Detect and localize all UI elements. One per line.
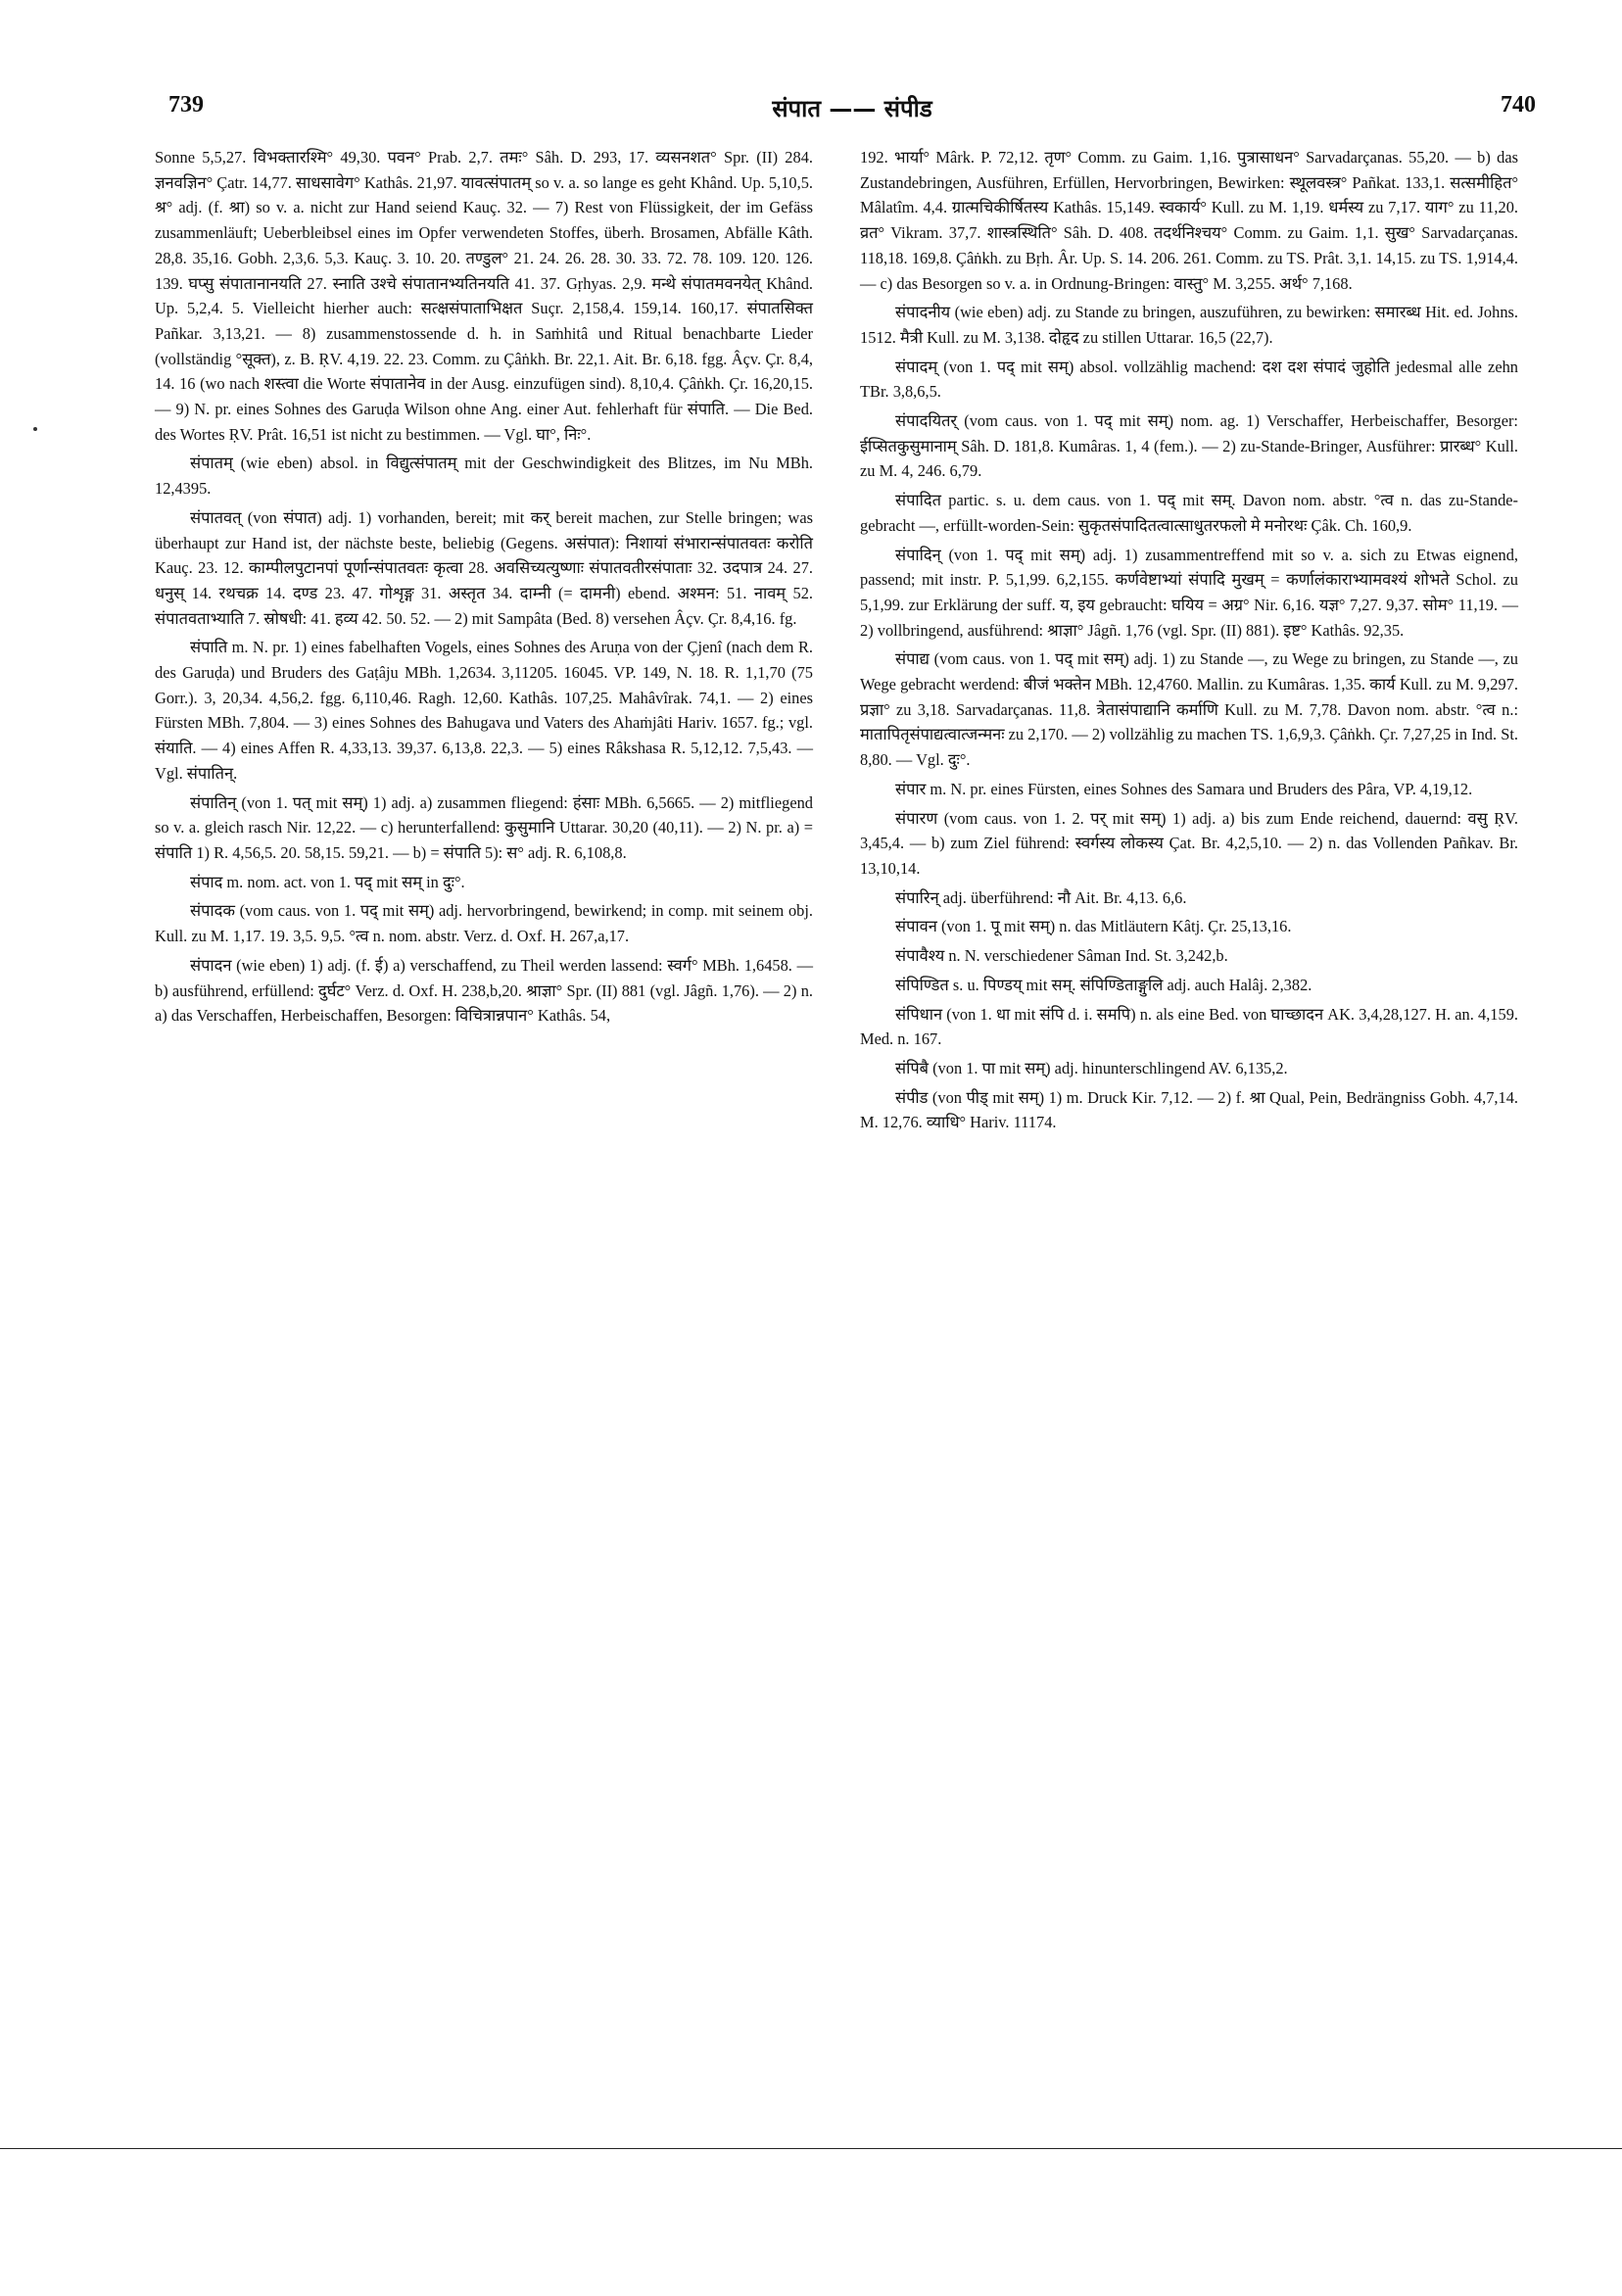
dictionary-entry: संपादनीय (wie eben) adj. zu Stande zu bringen, auszuführen, zu bewirken: समारब्ध Hit. ed. Johns. 1512. मैत्री Kull. zu M. 3,138. दोहृद zu stillen Uttarar. 16,5 (22,7). xyxy=(860,303,1518,347)
dictionary-entry: संपादित partic. s. u. dem caus. von 1. पद् mit सम्. Davon nom. abstr. °त्व n. das zu-Stande-gebracht —, erfüllt-worden-Sein: सुकृतसंपादितत्वात्साधुतरफलो मे मनोरथः Çâk. Ch. 160,9. xyxy=(860,491,1518,535)
dictionary-entry: संपारण (vom caus. von 1. 2. पर् mit सम्) 1) adj. a) bis zum Ende reichend, dauernd: वसु ṚV. 3,45,4. — b) zum Ziel führend: स्वर्गस्य लोकस्य Çat. Br. 4,2,5,10. — 2) n. das Vollenden Pañkav. Br. 13,10,14. xyxy=(860,808,1518,878)
dictionary-entry: 192. भार्या° Mârk. P. 72,12. तृण° Comm. zu Gaim. 1,16. पुत्रासाधन° Sarvadarçanas. 55,20. — b) das Zustandebringen, Ausführen, Erfüllen, Hervorbringen, Bewirken: स्थूलवस्त्र° Pañkat. 133,1. सत्समीहित° Mâlatîm. 4,4. ग्रात्मचिकीर्षितस्य Kathâs. 15,149. स्वकार्य° Kull. zu M. 1,19. धर्मस्य zu 7,17. याग° zu 11,20. व्रत° Vikram. 37,7. शास्त्रस्थिति° Sâh. D. 408. तदर्थनिश्चय° Comm. zu Gaim. 1,1. सुख° Sarvadarçanas. 118,18. 169,8. Çâṅkh. zu Bṛh. Âr. Up. S. 14. 206. 261. Comm. zu TS. Prât. 3,1. 14,15. zu TS. 1,914,4. — c) das Besorgen so v. a. in Ordnung-Bringen: वास्तु° M. 3,255. अर्थ° 7,168. xyxy=(860,148,1518,293)
dictionary-entry: संपाद m. nom. act. von 1. पद् mit सम् in दुः°. xyxy=(190,872,465,891)
dictionary-entry: संपावैश्य n. N. verschiedener Sâman Ind. St. 3,242,b. xyxy=(895,946,1228,966)
dictionary-entry: संपावन (von 1. पू mit सम्) n. das Mitläutern Kâtj. Çr. 25,13,16. xyxy=(895,917,1292,936)
dictionary-entry: संपीड (von पीड् mit सम्) 1) m. Druck Kir. 7,12. — 2) f. श्रा Qual, Pein, Bedrängniss Gobh. 4,7,14. M. 12,76. व्याधि° Hariv. 11174. xyxy=(860,1087,1518,1132)
dictionary-entry: संपिबै (von 1. पा mit सम्) adj. hinunterschlingend AV. 6,135,2. xyxy=(895,1058,1288,1077)
dictionary-entry: संपातम् (wie eben) absol. in विद्युत्संपातम् mit der Geschwindigkeit des Blitzes, im Nu MBh. 12,4395. xyxy=(155,454,813,499)
dictionary-entry: संपिण्डित s. u. पिण्डय् mit सम्. संपिण्डिताङ्गुलि adj. auch Halâj. 2,382. xyxy=(895,975,1312,994)
running-head: संपात —— संपीड xyxy=(772,95,932,122)
dictionary-entry: संपिधान (von 1. धा mit संपि d. i. समपि) n. als eine Bed. von घाच्छादन AK. 3,4,28,127. H. an. 4,159. Med. n. 167. xyxy=(860,1004,1518,1049)
dictionary-entry: संपादम् (von 1. पद् mit सम्) absol. vollzählig machend: दश दश संपादं जुहोति jedesmal alle zehn TBr. 3,8,6,5. xyxy=(860,357,1518,402)
page-header xyxy=(168,92,1536,131)
right-page-number: 740 xyxy=(1501,92,1536,118)
dictionary-entry: संपादन (wie eben) 1) adj. (f. ई) a) verschaffend, zu Theil werden lassend: स्वर्ग° MBh. 1,6458. — b) ausführend, erfüllend: दुर्घट° Verz. d. Oxf. H. 238,b,20. श्राज्ञा° Spr. (II) 881 (vgl. Jâgñ. 1,76). — 2) n. a) das Verschaffen, Herbeischaffen, Besorgen: विचित्रान्नपान° Kathâs. 54, xyxy=(155,955,813,1026)
dictionary-entry: संपातवत् (von संपात) adj. 1) vorhanden, bereit; mit कर् bereit machen, zur Stelle bringen; was überhaupt zur Hand ist, der nächste beste, beliebig (Gegens. असंपात): निशायां संभारान्संपातवतः करोति Kauç. 23. 12. काम्पीलपुटानपां पूर्णान्संपातवतः कृत्वा 28. अवसिच्यत्युष्णाः संपातवतीरसंपाताः 32. उदपात्र 24. 27. धनुस् 14. रथचक्र 14. दण्ड 23. 47. गोशृङ्ग 31. अस्तृत 34. दाम्नी (= दामनी) ebend. अश्मन: 51. नावम् 52. संपातवताभ्याति 7. स्रोषधी: 41. हव्य 42. 50. 52. — 2) mit Sampâta (Bed. 8) versehen Âçv. Çr. 8,4,16. fg. xyxy=(155,507,813,628)
right-column xyxy=(860,145,1518,1139)
dictionary-entry: संपाति m. N. pr. 1) eines fabelhaften Vogels, eines Sohnes des Aruṇa von der Çjenî (nach dem R. des Garuḍa) und Bruders des Gaṭâju MBh. 1,2634. 3,11205. 16045. VP. 149, N. 18. R. 1,1,70 (75 Gorr.). 3, 20,34. 4,56,2. fgg. 6,110,46. Ragh. 12,60. Kathâs. 107,25. Mahâvîrak. 74,1. — 2) eines Fürsten MBh. 7,804. — 3) eines Sohnes des Bahugava und Vaters des Ahaṁjâti Hariv. 1657. fg.; vgl. संयाति. — 4) eines Affen R. 4,33,13. 39,37. 6,13,8. 22,3. — 5) eines Râkshasa R. 5,12,12. 7,5,43. — Vgl. संपातिन्. xyxy=(155,638,813,783)
dictionary-entry: संपातिन् (von 1. पत् mit सम्) 1) adj. a) zusammen fliegend: हंसाः MBh. 6,5665. — 2) mitfliegend so v. a. gleich rasch Nir. 12,22. — c) herunterfallend: कुसुमानि Uttarar. 30,20 (40,11). — 2) N. pr. a) = संपाति 1) R. 4,56,5. 20. 58,15. 59,21. — b) = संपाति 5): स° adj. R. 6,108,8. xyxy=(155,792,813,862)
left-page-number: 739 xyxy=(168,92,204,118)
dictionary-entry: Sonne 5,5,27. विभक्तारश्मि° 49,30. पवन° Prab. 2,7. तमः° Sâh. D. 293, 17. व्यसनशत° Spr. (II) 284. ज्ञनवज्ञिन° Çatr. 14,77. साधसावेग° Kathâs. 21,97. यावत्संपातम् so v. a. so lange es geht Khând. Up. 5,10,5. श्र° adj. (f. श्रा) so v. a. nicht zur Hand seiend Kauç. 32. — 7) Rest von Flüssigkeit, der im Gefäss zusammenläuft; Ueberbleibsel eines im Opfer verwendeten Stoffes, überh. Brosamen, Abfälle Kâth. 28,8. 35,16. Gobh. 2,3,6. 5,3. Kauç. 3. 10. 20. तण्डुल° 21. 24. 26. 28. 30. 33. 72. 78. 109. 120. 126. 139. घप्सु संपातानानयति 27. स्नाति उश्चे संपातानभ्यतिनयति 41. 37. Gṛhyas. 2,9. मन्थे संपातमवनयेत् Khând. Up. 5,2,4. 5. Vielleicht hierher auch: सत्क्षसंपाताभिक्षत Suçr. 2,158,4. 159,14. 160,17. संपातसिक्त Pañkar. 3,13,21. — 8) zusammenstossende d. h. in Saṁhitâ und Ritual benachbarte Lieder (vollständig °सूक्त), z. B. ṚV. 4,19. 22. 23. Comm. zu Çâṅkh. Br. 22,1. Ait. Br. 6,18. fgg. Âçv. Çr. 8,4, 14. 16 (wo nach शस्त्वा die Worte संपातानेव in der Ausg. einzufügen sind). 8,10,4. Çâṅkh. Çr. 16,20,15. — 9) N. pr. eines Sohnes des Garuḍa Wilson ohne Ang. einer Aut. fehlerhaft für संपाति. — Die Bed. des Wortes ṚV. Prât. 16,51 ist nicht zu bestimmen. — Vgl. घा°, निः°. xyxy=(155,148,813,444)
dictionary-entry: संपाद्य (vom caus. von 1. पद् mit सम्) adj. 1) zu Stande —, zu Wege zu bringen, zu Stande —, zu Wege gebracht werdend: बीजं भक्तेन MBh. 12,4760. Mallin. zu Kumâras. 1,35. कार्य Kull. zu M. 9,297. प्रज्ञा° zu 3,18. Sarvadarçanas. 11,8. त्रेतासंपाद्यानि कर्माणि Kull. zu M. 7,78. Davon nom. abstr. °त्व n.: मातापितृसंपाद्यत्वात्जन्मनः zu 2,170. — 2) vollzählig zu machen TS. 1,6,9,3. Çâṅkh. Çr. 7,27,25 in Ind. St. 8,80. — Vgl. दुः°. xyxy=(860,649,1518,770)
page-bottom-rule xyxy=(0,2148,1622,2149)
dictionary-entry: संपार m. N. pr. eines Fürsten, eines Sohnes des Samara und Bruders des Pâra, VP. 4,19,12. xyxy=(895,779,1473,798)
dictionary-entry: संपादयितर् (vom caus. von 1. पद् mit सम्) nom. ag. 1) Verschaffer, Herbeischaffer, Besorger: ईप्सितकुसुमानाम् Sâh. D. 181,8. Kumâras. 1, 4 (fem.). — 2) zu-Stande-Bringer, Ausführer: प्रारब्ध° Kull. zu M. 4, 246. 6,79. xyxy=(860,411,1518,481)
left-column xyxy=(155,145,813,1032)
margin-speck xyxy=(33,427,37,431)
dictionary-entry: संपादक (vom caus. von 1. पद् mit सम्) adj. hervorbringend, bewirkend; in comp. mit seinem obj. Kull. zu M. 1,17. 19. 3,5. 9,5. °त्व n. nom. abstr. Verz. d. Oxf. H. 267,a,17. xyxy=(155,901,813,946)
dictionary-entry: संपारिन् adj. überführend: नौ Ait. Br. 4,13. 6,6. xyxy=(895,887,1187,907)
dictionary-entry: संपादिन् (von 1. पद् mit सम्) adj. 1) zusammentreffend mit so v. a. sich zu Etwas eignend, passend; mit instr. P. 5,1,99. 6,2,155. कर्णवेष्टाभ्यां संपादि मुखम् = कर्णालंकाराभ्यामवश्यं शोभते Schol. zu 5,1,99. zur Erklärung der suff. य, इय gebraucht: घयिय = अग्र° Nir. 6,16. यज्ञ° 7,27. 9,37. सोम° 11,19. — 2) vollbringend, ausführend: श्राज्ञा° Jâgñ. 1,76 (vgl. Spr. (II) 881). इष्ट° Kathâs. 92,35. xyxy=(860,545,1518,640)
